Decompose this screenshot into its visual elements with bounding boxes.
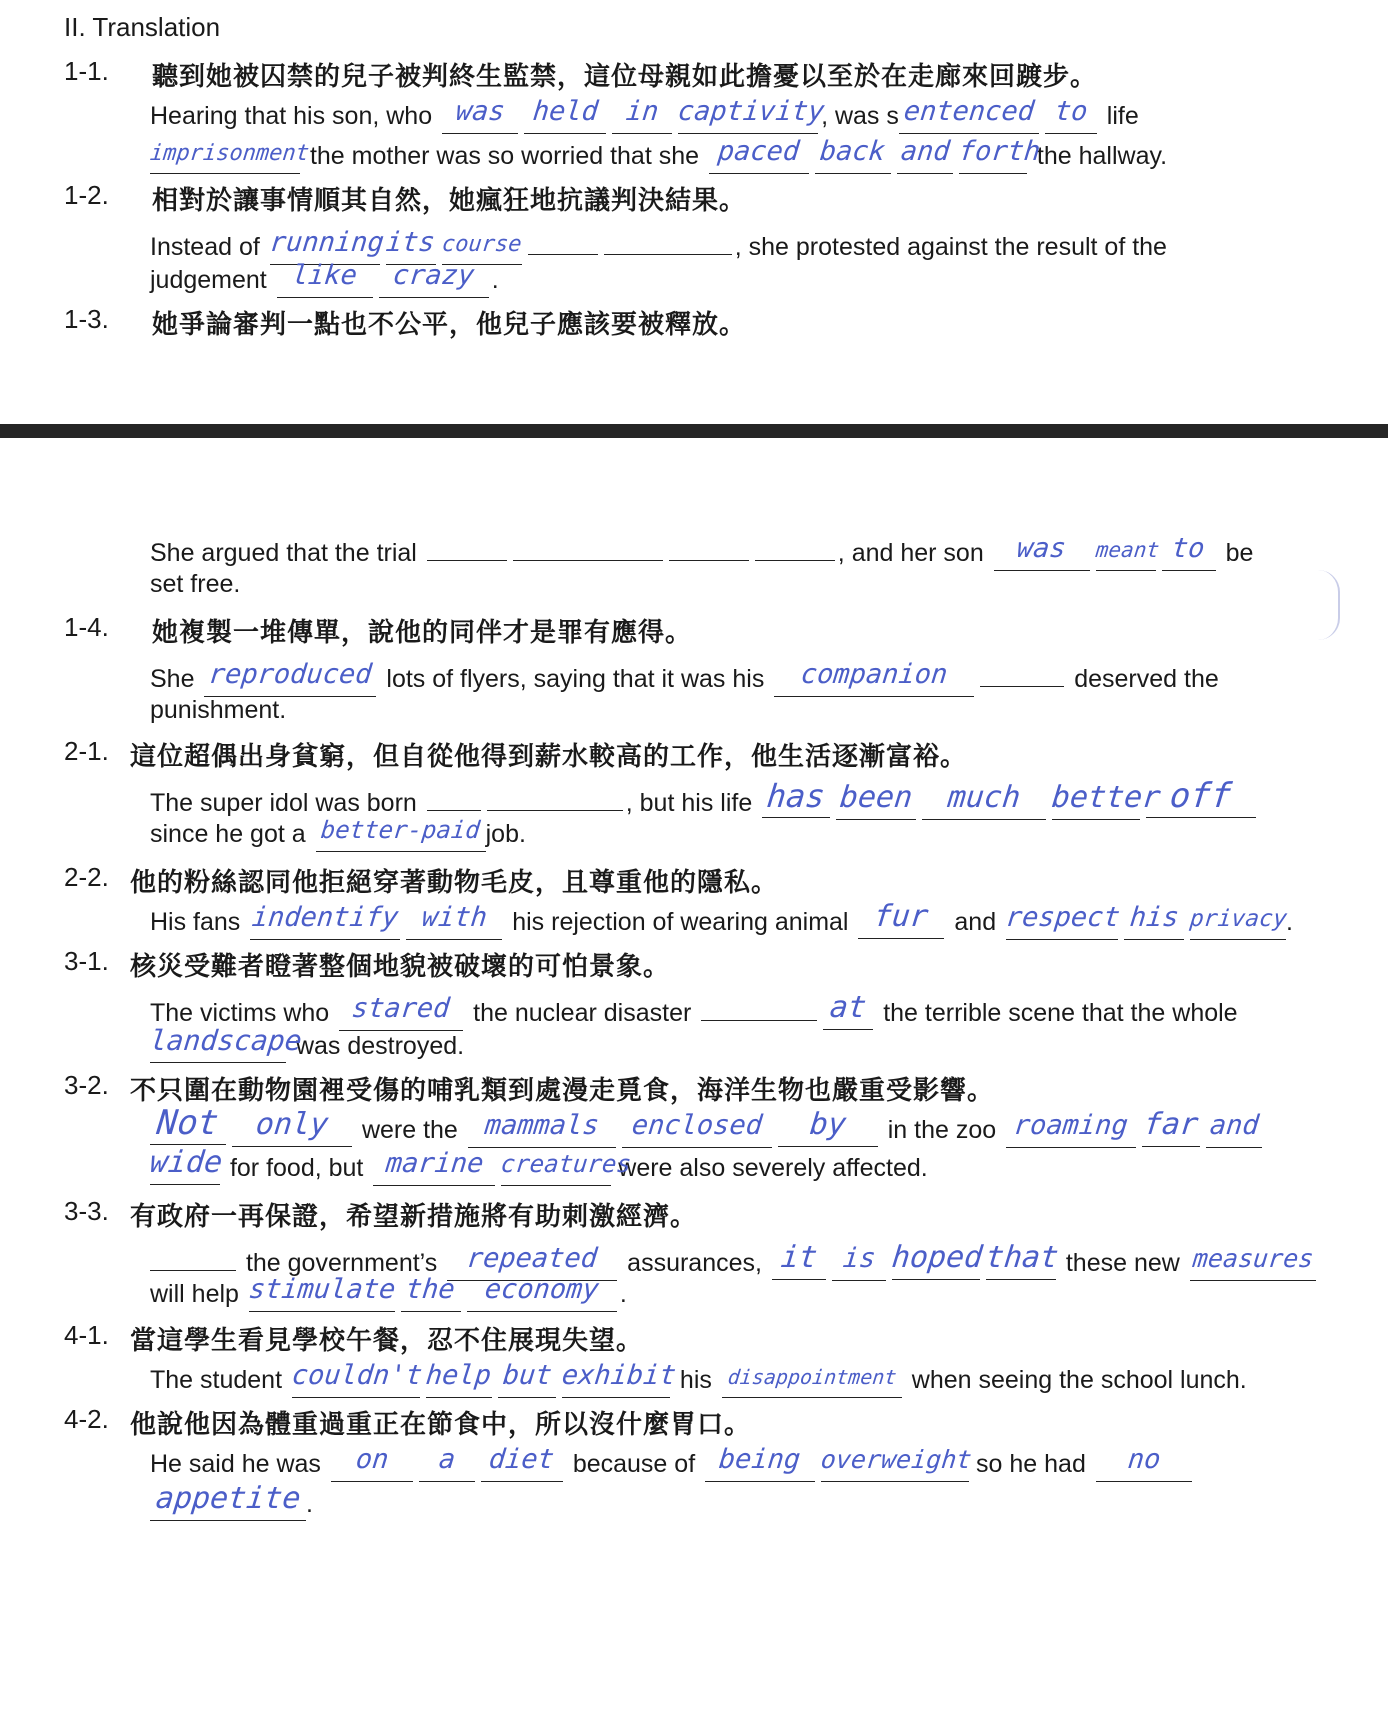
- answer-blank[interactable]: [1188, 905, 1289, 940]
- item-number: 1-3.: [64, 304, 109, 334]
- handwritten-answer: much: [946, 780, 1023, 815]
- answer-blank[interactable]: [1050, 780, 1163, 820]
- item-number: 3-3.: [64, 1196, 109, 1226]
- answer-blank[interactable]: [290, 1360, 424, 1398]
- handwritten-answer: enclosed: [630, 1110, 764, 1141]
- handwritten-answer: been: [838, 780, 915, 815]
- handwritten-answer: back: [818, 136, 888, 167]
- answer-blank[interactable]: [1004, 902, 1122, 940]
- handwritten-answer: far: [1142, 1107, 1201, 1142]
- answer-line: [148, 1145, 928, 1188]
- chinese-sentence: 核災受難者瞪著整個地貌被破壞的可怕景象。: [130, 952, 671, 982]
- handwritten-answer: mammals: [483, 1110, 601, 1141]
- answer-line: [150, 1481, 313, 1524]
- answer-blank[interactable]: [1142, 1107, 1201, 1147]
- prompt-text: the mother was so worried that she: [303, 142, 706, 170]
- prompt-text: She: [150, 665, 202, 693]
- handwritten-answer: being: [717, 1444, 803, 1475]
- answer-blank[interactable]: [1045, 96, 1097, 134]
- prompt-text: was destroyed.: [289, 1032, 465, 1060]
- answer-blank[interactable]: [316, 817, 486, 852]
- handwritten-answer: imprisonment: [148, 141, 311, 166]
- item-number: 1-1.: [64, 56, 109, 86]
- answer-blank[interactable]: [427, 526, 507, 561]
- prompt-text: his: [672, 1366, 719, 1394]
- handwritten-answer: it: [779, 1240, 819, 1275]
- prompt-text: , was s: [821, 102, 899, 130]
- prompt-text: .: [1286, 908, 1293, 936]
- answer-blank[interactable]: [379, 260, 489, 298]
- answer-line: [150, 526, 1253, 573]
- handwritten-answer: and: [1208, 1110, 1261, 1141]
- handwritten-answer: fur: [872, 899, 931, 934]
- answer-blank[interactable]: [148, 139, 311, 174]
- answer-blank[interactable]: [250, 902, 401, 940]
- page-divider: [0, 424, 1388, 438]
- handwritten-answer: at: [828, 990, 869, 1025]
- chinese-sentence: 相對於讓事情順其自然，她瘋狂地抗議判決結果。: [152, 186, 747, 216]
- chinese-sentence: 聽到她被囚禁的兒子被判終生監禁，這位母親如此擔憂以至於在走廊來回踱步。: [152, 62, 1098, 92]
- answer-blank[interactable]: [1096, 1444, 1192, 1482]
- answer-blank[interactable]: [442, 96, 518, 134]
- answer-blank[interactable]: [1206, 1110, 1262, 1148]
- handwritten-answer: overweight: [819, 1445, 974, 1474]
- answer-blank[interactable]: [669, 526, 749, 561]
- answer-blank[interactable]: [406, 902, 502, 940]
- answer-blank[interactable]: [148, 1145, 225, 1185]
- answer-blank[interactable]: [524, 96, 606, 134]
- handwritten-answer: appetite: [153, 1481, 303, 1516]
- prompt-text: judgement: [150, 266, 274, 294]
- answer-blank[interactable]: [1146, 776, 1256, 818]
- chinese-sentence: 他的粉絲認同他拒絕穿著動物毛皮，且尊重他的隱私。: [130, 868, 779, 898]
- prompt-text: his rejection of wearing animal: [505, 908, 856, 936]
- handwritten-answer: running: [268, 227, 386, 258]
- answer-line: [150, 899, 1293, 942]
- prompt-text: deserved the: [1067, 665, 1219, 693]
- answer-blank[interactable]: [984, 1240, 1061, 1280]
- answer-blank[interactable]: [701, 986, 817, 1021]
- answer-blank[interactable]: [468, 1110, 616, 1148]
- answer-blank[interactable]: [899, 96, 1039, 134]
- chinese-sentence: 當這學生看見學校午餐，忍不住展現失望。: [130, 1326, 644, 1356]
- item-number: 4-2.: [64, 1404, 109, 1434]
- answer-line: [150, 564, 240, 604]
- answer-blank[interactable]: [774, 659, 974, 697]
- answer-blank[interactable]: [1124, 902, 1184, 940]
- answer-blank[interactable]: [499, 1150, 633, 1186]
- answer-blank[interactable]: [819, 1445, 974, 1482]
- prompt-text: The victims who: [150, 999, 337, 1027]
- item-number: 3-2.: [64, 1070, 109, 1100]
- item-number: 1-2.: [64, 180, 109, 210]
- prompt-text: job.: [485, 820, 526, 848]
- handwritten-answer: only: [254, 1107, 331, 1142]
- handwritten-answer: forth: [957, 136, 1042, 167]
- handwritten-answer: meant: [1094, 538, 1161, 562]
- handwritten-answer: no: [1125, 1444, 1162, 1475]
- handwritten-answer: economy: [483, 1274, 601, 1305]
- prompt-text: assurances,: [620, 1249, 769, 1277]
- handwritten-answer: help: [424, 1360, 494, 1391]
- handwritten-answer: creatures: [499, 1150, 633, 1178]
- answer-line: [150, 1026, 464, 1066]
- pen-mark: [1318, 570, 1340, 640]
- handwritten-answer: paced: [716, 136, 802, 167]
- prompt-text: punishment.: [150, 696, 287, 724]
- prompt-text: since he got a: [150, 820, 313, 848]
- answer-line: [150, 814, 526, 854]
- answer-blank[interactable]: [980, 652, 1064, 687]
- handwritten-answer: off: [1168, 776, 1234, 816]
- answer-blank[interactable]: [150, 1481, 306, 1521]
- answer-blank[interactable]: [722, 1363, 902, 1398]
- handwritten-answer: has: [765, 777, 828, 815]
- chinese-sentence: 她複製一堆傳單，說他的同伴才是罪有應得。: [152, 618, 693, 648]
- handwritten-answer: marine: [383, 1148, 485, 1179]
- handwritten-answer: his: [1128, 902, 1181, 933]
- answer-blank[interactable]: [994, 533, 1090, 571]
- answer-line: [150, 690, 286, 730]
- prompt-text: Hearing that his son, who: [150, 102, 440, 130]
- prompt-text: , she protested against the result of the: [734, 233, 1167, 261]
- answer-blank[interactable]: [705, 1444, 815, 1482]
- answer-blank[interactable]: [247, 1274, 397, 1312]
- handwritten-answer: companion: [799, 659, 950, 690]
- answer-line: [150, 652, 1219, 699]
- handwritten-answer: and: [899, 136, 952, 167]
- handwritten-answer: but: [501, 1360, 554, 1391]
- prompt-text: , but his life: [625, 789, 760, 817]
- answer-blank[interactable]: [419, 1444, 475, 1482]
- handwritten-answer: wide: [148, 1145, 225, 1180]
- answer-blank[interactable]: [373, 1148, 495, 1186]
- prompt-text: His fans: [150, 908, 248, 936]
- answer-blank[interactable]: [513, 526, 663, 561]
- answer-blank[interactable]: [1162, 533, 1216, 571]
- prompt-text: when seeing the school lunch.: [904, 1366, 1247, 1394]
- handwritten-answer: course: [440, 232, 523, 257]
- handwritten-answer: exhibit: [560, 1360, 678, 1391]
- prompt-text: because of: [565, 1450, 703, 1478]
- handwritten-answer: captivity: [676, 96, 827, 127]
- answer-blank[interactable]: [604, 220, 732, 255]
- prompt-text: Instead of: [150, 233, 267, 261]
- answer-blank[interactable]: [1094, 536, 1161, 571]
- handwritten-answer: better: [1050, 780, 1163, 815]
- prompt-text: life: [1099, 102, 1139, 130]
- prompt-text: .: [491, 266, 499, 294]
- chinese-sentence: 有政府一再保證，希望新措施將有助刺激經濟。: [130, 1202, 698, 1232]
- answer-line: [150, 1274, 627, 1314]
- section-title: II. Translation: [64, 12, 221, 42]
- handwritten-answer: is: [841, 1243, 877, 1274]
- answer-blank[interactable]: [612, 96, 672, 134]
- handwritten-answer: landscape: [148, 1024, 304, 1057]
- handwritten-answer: was: [454, 96, 507, 127]
- answer-blank[interactable]: [772, 1240, 826, 1280]
- answer-blank[interactable]: [148, 1024, 304, 1063]
- handwritten-answer: by: [807, 1107, 848, 1142]
- prompt-text: lots of flyers, saying that it was his: [379, 665, 772, 693]
- answer-blank[interactable]: [815, 136, 891, 174]
- answer-blank[interactable]: [232, 1107, 352, 1147]
- answer-blank[interactable]: [823, 990, 873, 1030]
- prompt-text: The student: [150, 1366, 289, 1394]
- handwritten-answer: measures: [1191, 1244, 1315, 1273]
- prompt-text: He said he was: [150, 1450, 328, 1478]
- prompt-text: these new: [1058, 1249, 1187, 1277]
- prompt-text: and: [947, 908, 1004, 936]
- item-number: 2-2.: [64, 862, 109, 892]
- answer-line: [150, 1360, 1247, 1400]
- handwritten-answer: stared: [350, 993, 452, 1024]
- handwritten-answer: privacy: [1188, 906, 1289, 932]
- answer-blank[interactable]: [427, 776, 481, 811]
- answer-line: [150, 136, 1167, 176]
- item-number: 4-1.: [64, 1320, 109, 1350]
- answer-line: [150, 1103, 1262, 1150]
- prompt-text: .: [306, 1490, 313, 1518]
- handwritten-answer: hoped: [890, 1240, 985, 1275]
- handwritten-answer: entenced: [902, 96, 1036, 127]
- prompt-text: for food, but: [223, 1154, 371, 1182]
- answer-blank[interactable]: [487, 776, 623, 811]
- prompt-text: the nuclear disaster: [466, 999, 699, 1027]
- handwritten-answer: a: [437, 1444, 457, 1475]
- handwritten-answer: to: [1053, 96, 1089, 127]
- answer-blank[interactable]: [150, 1236, 236, 1271]
- answer-blank[interactable]: [836, 780, 916, 820]
- handwritten-answer: indentify: [250, 902, 401, 933]
- handwritten-answer: was: [1015, 533, 1068, 564]
- handwritten-answer: repeated: [465, 1243, 599, 1274]
- answer-blank[interactable]: [481, 1444, 563, 1482]
- answer-blank[interactable]: [1006, 1110, 1136, 1148]
- handwritten-answer: with: [420, 902, 489, 933]
- handwritten-answer: on: [354, 1444, 390, 1475]
- answer-blank[interactable]: [277, 260, 373, 298]
- answer-blank[interactable]: [676, 96, 827, 134]
- answer-blank[interactable]: [922, 780, 1046, 820]
- handwritten-answer: crazy: [391, 260, 477, 291]
- chinese-sentence: 他說他因為體重過重正在節食中，所以沒什麼胃口。: [130, 1410, 752, 1440]
- prompt-text: The super idol was born: [150, 789, 424, 817]
- handwritten-answer: held: [530, 96, 600, 127]
- answer-blank[interactable]: [528, 220, 598, 255]
- answer-blank[interactable]: [560, 1360, 678, 1398]
- handwritten-answer: stimulate: [247, 1274, 397, 1305]
- answer-line: [150, 260, 499, 300]
- item-number: 2-1.: [64, 736, 109, 766]
- chinese-sentence: 不只圍在動物園裡受傷的哺乳類到處漫走覓食，海洋生物也嚴重受影響。: [130, 1076, 995, 1106]
- prompt-text: were also severely affected.: [611, 1154, 928, 1182]
- answer-blank[interactable]: [897, 136, 953, 174]
- prompt-text: be: [1218, 539, 1254, 567]
- prompt-text: so he had: [969, 1450, 1093, 1478]
- answer-blank[interactable]: [622, 1110, 772, 1148]
- handwritten-answer: in: [624, 96, 660, 127]
- chinese-sentence: 她爭論審判一點也不公平，他兒子應該要被釋放。: [152, 310, 747, 340]
- answer-blank[interactable]: [957, 136, 1042, 174]
- answer-line: [150, 1444, 1195, 1484]
- answer-blank[interactable]: [498, 1360, 556, 1398]
- answer-blank[interactable]: [890, 1240, 985, 1280]
- answer-blank[interactable]: [778, 1107, 878, 1147]
- handwritten-answer: the: [404, 1274, 457, 1305]
- handwritten-answer: disappointment: [726, 1365, 898, 1389]
- answer-blank[interactable]: [150, 1103, 226, 1145]
- answer-blank[interactable]: [709, 136, 809, 174]
- item-number: 3-1.: [64, 946, 109, 976]
- answer-blank[interactable]: [858, 899, 944, 939]
- answer-blank[interactable]: [424, 1360, 494, 1398]
- answer-blank[interactable]: [755, 526, 835, 561]
- answer-line: [150, 96, 1139, 136]
- handwritten-answer: couldn't: [290, 1360, 424, 1391]
- handwritten-answer: reproduced: [207, 659, 374, 690]
- prompt-text: , and her son: [837, 539, 991, 567]
- prompt-text: in the zoo: [880, 1116, 1004, 1144]
- answer-blank[interactable]: [467, 1274, 617, 1312]
- handwritten-answer: like: [290, 260, 359, 291]
- handwritten-answer: to: [1170, 533, 1207, 564]
- prompt-text: the hallway.: [1029, 142, 1168, 170]
- answer-blank[interactable]: [401, 1274, 461, 1312]
- prompt-text: She argued that the trial: [150, 539, 424, 567]
- handwritten-answer: diet: [487, 1444, 557, 1475]
- handwritten-answer: that: [984, 1240, 1061, 1275]
- chinese-sentence: 這位超偶出身貧窮，但自從他得到薪水較高的工作，他生活逐漸富裕。: [130, 742, 968, 772]
- prompt-text: the government’s: [239, 1249, 445, 1277]
- prompt-text: .: [619, 1280, 627, 1308]
- handwritten-answer: roaming: [1012, 1110, 1130, 1141]
- handwritten-answer: better-paid: [319, 816, 482, 844]
- handwritten-answer: respect: [1004, 902, 1122, 933]
- prompt-text: were the: [355, 1116, 465, 1144]
- answer-blank[interactable]: [762, 777, 830, 818]
- answer-blank[interactable]: [832, 1243, 886, 1281]
- handwritten-answer: its: [384, 227, 437, 258]
- prompt-text: set free.: [150, 570, 241, 598]
- handwritten-answer: Not: [155, 1103, 221, 1143]
- prompt-text: the terrible scene that the whole: [876, 999, 1238, 1027]
- item-number: 1-4.: [64, 612, 109, 642]
- prompt-text: will help: [150, 1280, 246, 1308]
- answer-blank[interactable]: [331, 1444, 413, 1482]
- answer-blank[interactable]: [1190, 1246, 1316, 1281]
